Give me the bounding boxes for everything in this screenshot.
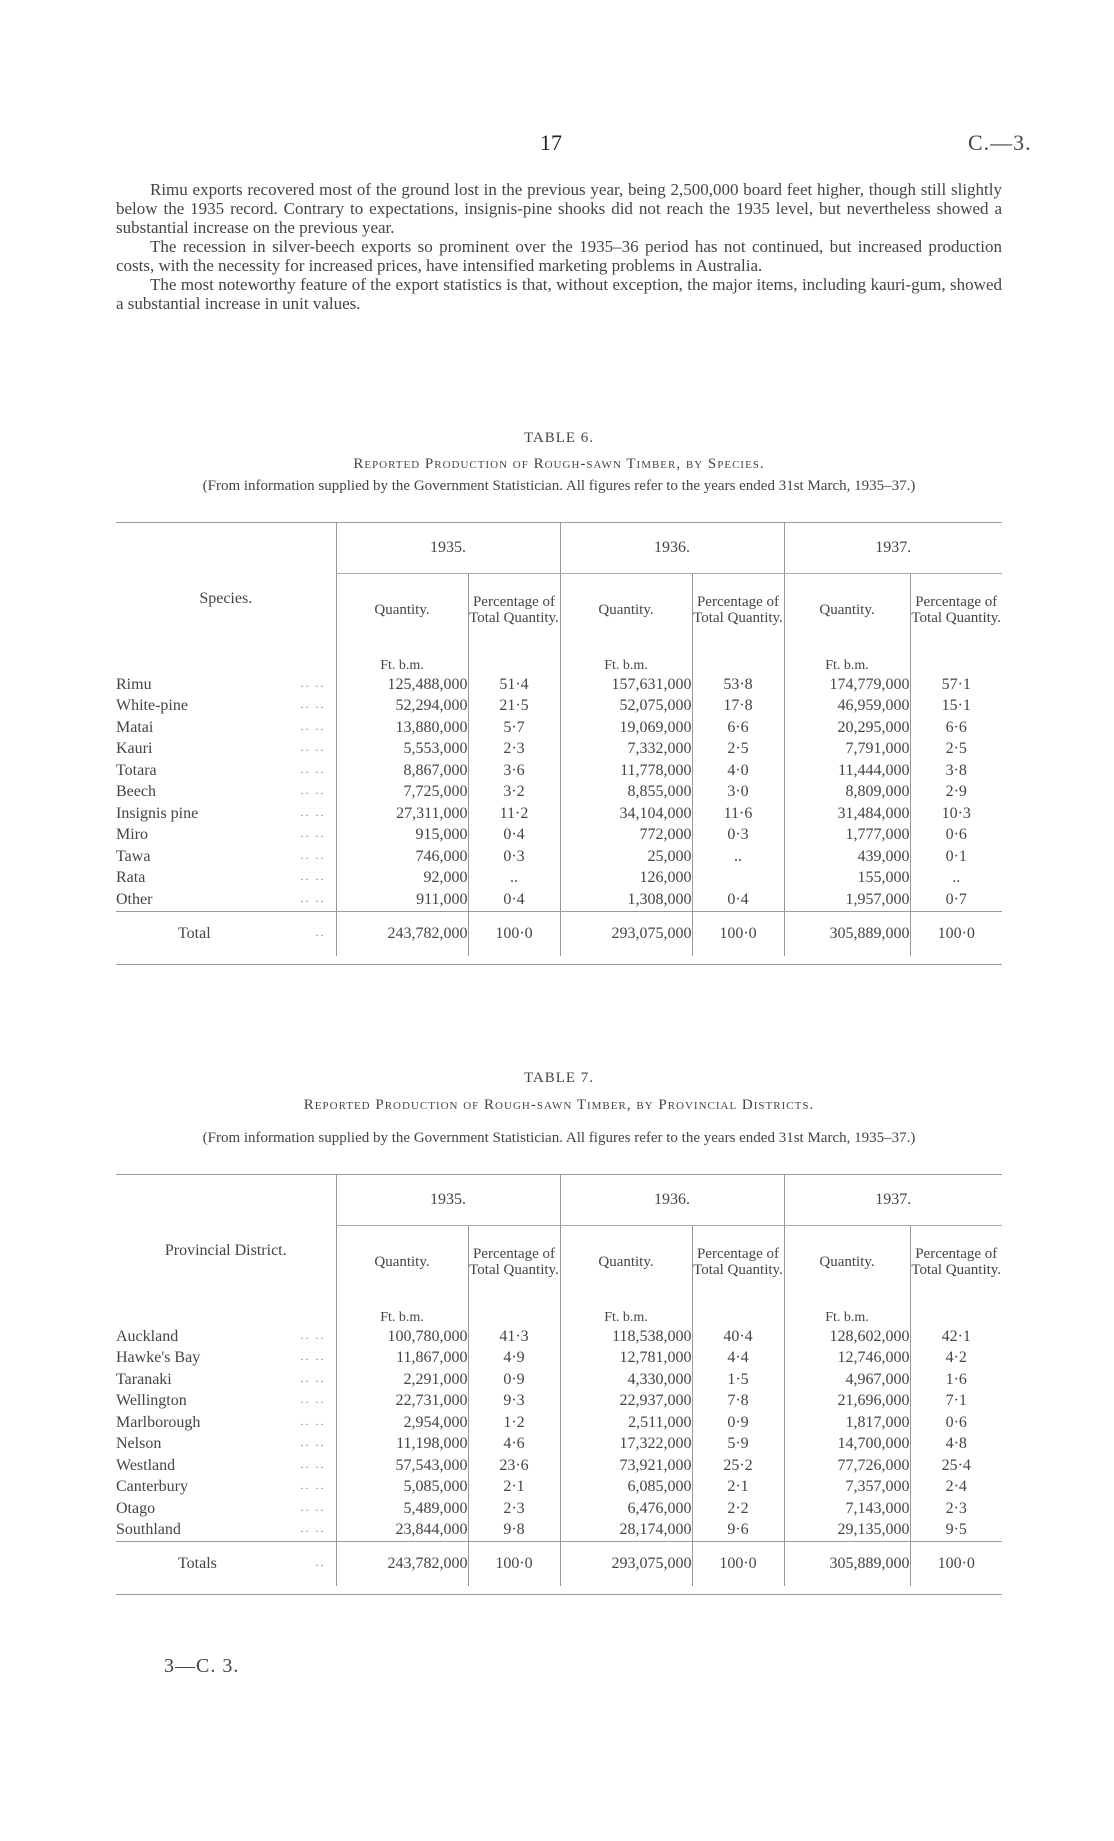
- quantity-cell: 19,069,000: [560, 717, 692, 739]
- quantity-cell: 2,511,000: [560, 1412, 692, 1434]
- quantity-cell: 915,000: [336, 825, 468, 847]
- quantity-cell: 5,553,000: [336, 739, 468, 761]
- row-label: Matai: [116, 718, 154, 736]
- table7-row: [116, 1391, 1002, 1413]
- percentage-cell: 100·0: [468, 911, 560, 956]
- percentage-cell: 4·6: [468, 1434, 560, 1456]
- row-label: Totara: [116, 761, 157, 779]
- table6-year-1937: 1937.: [784, 523, 1002, 574]
- percentage-cell: 6·6: [692, 717, 784, 739]
- table6-row: [116, 825, 1002, 847]
- table7-year-1937: 1937.: [784, 1175, 1002, 1226]
- percentage-cell: 4·8: [910, 1434, 1002, 1456]
- leader-dots: .. ..: [300, 740, 326, 755]
- table6-pct-header: Percentage of Total Quantity.: [468, 574, 560, 647]
- percentage-cell: 0·3: [692, 825, 784, 847]
- percentage-cell: 6·6: [910, 717, 1002, 739]
- table7-subtitle: Reported Production of Rough-sawn Timber, by Provincial Districts.: [303, 1097, 815, 1113]
- page-footer-signature: 3—C. 3.: [164, 1655, 240, 1677]
- leader-dots: .. ..: [300, 675, 326, 690]
- quantity-cell: 21,696,000: [784, 1391, 910, 1413]
- row-label: Miro: [116, 826, 148, 844]
- percentage-cell: 4·0: [692, 760, 784, 782]
- table7-year-1936: 1936.: [560, 1175, 784, 1226]
- percentage-cell: 0·6: [910, 1412, 1002, 1434]
- quantity-cell: 128,602,000: [784, 1326, 910, 1348]
- table6-row: [116, 674, 1002, 696]
- quantity-cell: 22,731,000: [336, 1391, 468, 1413]
- table7-total-row: [116, 1542, 1002, 1587]
- row-label: Other: [116, 890, 153, 908]
- quantity-cell: 1,957,000: [784, 889, 910, 911]
- intro-paragraph: The most noteworthy feature of the export statistics is that, without exception, the major items, including kauri-gum, showed a substantial increase in unit values.: [116, 275, 1002, 313]
- percentage-cell: 7·8: [692, 1391, 784, 1413]
- table6-row: [116, 782, 1002, 804]
- table7-unit: Ft. b.m.: [560, 1298, 692, 1326]
- quantity-cell: 11,778,000: [560, 760, 692, 782]
- table7-row: [116, 1348, 1002, 1370]
- quantity-cell: 7,143,000: [784, 1498, 910, 1520]
- quantity-cell: 305,889,000: [784, 1542, 910, 1587]
- percentage-cell: 9·5: [910, 1520, 1002, 1542]
- quantity-cell: 20,295,000: [784, 717, 910, 739]
- percentage-cell: 2·5: [910, 739, 1002, 761]
- percentage-cell: 23·6: [468, 1455, 560, 1477]
- quantity-cell: 772,000: [560, 825, 692, 847]
- quantity-cell: 155,000: [784, 868, 910, 890]
- percentage-cell: 1·6: [910, 1369, 1002, 1391]
- percentage-cell: 21·5: [468, 696, 560, 718]
- row-label: Tawa: [116, 847, 151, 865]
- row-label: Hawke's Bay: [116, 1349, 201, 1367]
- table7-row: [116, 1455, 1002, 1477]
- quantity-cell: 31,484,000: [784, 803, 910, 825]
- row-label: Marlborough: [116, 1413, 201, 1431]
- table6-qty-header: Quantity.: [336, 574, 468, 647]
- percentage-cell: 2·1: [692, 1477, 784, 1499]
- leader-dots: .. ..: [300, 1478, 326, 1493]
- percentage-cell: 2·9: [910, 782, 1002, 804]
- leader-dots: .. ..: [300, 847, 326, 862]
- row-label: Canterbury: [116, 1478, 188, 1496]
- table7-row: [116, 1369, 1002, 1391]
- quantity-cell: 23,844,000: [336, 1520, 468, 1542]
- quantity-cell: 4,967,000: [784, 1369, 910, 1391]
- row-label: Taranaki: [116, 1370, 172, 1388]
- quantity-cell: 126,000: [560, 868, 692, 890]
- percentage-cell: 25·2: [692, 1455, 784, 1477]
- leader-dots: .. ..: [300, 1499, 326, 1514]
- percentage-cell: 3·2: [468, 782, 560, 804]
- intro-text: [116, 180, 1002, 313]
- table7-row: [116, 1498, 1002, 1520]
- quantity-cell: 7,357,000: [784, 1477, 910, 1499]
- quantity-cell: 77,726,000: [784, 1455, 910, 1477]
- row-label: Westland: [116, 1456, 176, 1474]
- table7-row: [116, 1434, 1002, 1456]
- table6-pct-header: Percentage of Total Quantity.: [692, 574, 784, 647]
- table7-label-header: Provincial District.: [164, 1241, 287, 1259]
- table6-qty-header: Quantity.: [784, 574, 910, 647]
- quantity-cell: 1,777,000: [784, 825, 910, 847]
- quantity-cell: 8,809,000: [784, 782, 910, 804]
- table6-row: [116, 760, 1002, 782]
- quantity-cell: 118,538,000: [560, 1326, 692, 1348]
- quantity-cell: 27,311,000: [336, 803, 468, 825]
- percentage-cell: 51·4: [468, 674, 560, 696]
- quantity-cell: 57,543,000: [336, 1455, 468, 1477]
- percentage-cell: 25·4: [910, 1455, 1002, 1477]
- table7-note: (From information supplied by the Government Statistician. All figures refer to the years ended 31st March, 1935–37.): [202, 1130, 916, 1146]
- quantity-cell: 14,700,000: [784, 1434, 910, 1456]
- table6-row: [116, 889, 1002, 911]
- table7-row: [116, 1477, 1002, 1499]
- percentage-cell: ..: [692, 846, 784, 868]
- table6-label-header: Species.: [199, 589, 253, 607]
- percentage-cell: 100·0: [910, 1542, 1002, 1587]
- quantity-cell: 174,779,000: [784, 674, 910, 696]
- quantity-cell: 52,075,000: [560, 696, 692, 718]
- quantity-cell: 293,075,000: [560, 911, 692, 956]
- leader-dots: .. ..: [300, 761, 326, 776]
- percentage-cell: 3·8: [910, 760, 1002, 782]
- quantity-cell: 6,476,000: [560, 1498, 692, 1520]
- percentage-cell: 0·1: [910, 846, 1002, 868]
- percentage-cell: 0·9: [468, 1369, 560, 1391]
- percentage-cell: 11·6: [692, 803, 784, 825]
- percentage-cell: 5·9: [692, 1434, 784, 1456]
- quantity-cell: 1,817,000: [784, 1412, 910, 1434]
- quantity-cell: 46,959,000: [784, 696, 910, 718]
- leader-dots: .. ..: [300, 826, 326, 841]
- quantity-cell: 8,855,000: [560, 782, 692, 804]
- table7-title: TABLE 7.: [523, 1070, 595, 1086]
- percentage-cell: 4·9: [468, 1348, 560, 1370]
- row-label: Rimu: [116, 675, 152, 693]
- percentage-cell: 0·7: [910, 889, 1002, 911]
- percentage-cell: 15·1: [910, 696, 1002, 718]
- quantity-cell: 911,000: [336, 889, 468, 911]
- quantity-cell: 52,294,000: [336, 696, 468, 718]
- quantity-cell: 439,000: [784, 846, 910, 868]
- percentage-cell: 2·3: [468, 739, 560, 761]
- row-label: Kauri: [116, 740, 153, 758]
- quantity-cell: 13,880,000: [336, 717, 468, 739]
- leader-dots: .. ..: [300, 697, 326, 712]
- row-label: Insignis pine: [116, 804, 199, 822]
- percentage-cell: 2·1: [468, 1477, 560, 1499]
- table6-unit: Ft. b.m.: [560, 646, 692, 674]
- row-label: Totals: [178, 1555, 217, 1572]
- percentage-cell: 40·4: [692, 1326, 784, 1348]
- percentage-cell: 9·6: [692, 1520, 784, 1542]
- quantity-cell: 29,135,000: [784, 1520, 910, 1542]
- percentage-cell: 57·1: [910, 674, 1002, 696]
- quantity-cell: 25,000: [560, 846, 692, 868]
- percentage-cell: 9·3: [468, 1391, 560, 1413]
- leader-dots: .. ..: [300, 718, 326, 733]
- quantity-cell: 746,000: [336, 846, 468, 868]
- table7-pct-header: Percentage of Total Quantity.: [468, 1226, 560, 1299]
- row-label: White-pine: [116, 697, 188, 715]
- percentage-cell: 17·8: [692, 696, 784, 718]
- percentage-cell: 2·3: [468, 1498, 560, 1520]
- quantity-cell: 28,174,000: [560, 1520, 692, 1542]
- percentage-cell: 1·5: [692, 1369, 784, 1391]
- percentage-cell: 0·4: [468, 889, 560, 911]
- quantity-cell: 22,937,000: [560, 1391, 692, 1413]
- percentage-cell: 0·6: [910, 825, 1002, 847]
- percentage-cell: [692, 868, 784, 890]
- quantity-cell: 4,330,000: [560, 1369, 692, 1391]
- percentage-cell: 4·2: [910, 1348, 1002, 1370]
- table7-qty-header: Quantity.: [336, 1226, 468, 1299]
- quantity-cell: 7,332,000: [560, 739, 692, 761]
- quantity-cell: 243,782,000: [336, 1542, 468, 1587]
- percentage-cell: 7·1: [910, 1391, 1002, 1413]
- table7-year-1935: 1935.: [336, 1175, 560, 1226]
- percentage-cell: 42·1: [910, 1326, 1002, 1348]
- row-label: Auckland: [116, 1327, 179, 1345]
- leader-dots: .. ..: [300, 1413, 326, 1428]
- quantity-cell: 34,104,000: [560, 803, 692, 825]
- percentage-cell: 0·3: [468, 846, 560, 868]
- table6-subtitle: Reported Production of Rough-sawn Timber, by Species.: [353, 456, 765, 472]
- quantity-cell: 6,085,000: [560, 1477, 692, 1499]
- percentage-cell: 10·3: [910, 803, 1002, 825]
- table6-qty-header: Quantity.: [560, 574, 692, 647]
- table6-pct-header: Percentage of Total Quantity.: [910, 574, 1002, 647]
- quantity-cell: 12,746,000: [784, 1348, 910, 1370]
- table6-unit: Ft. b.m.: [784, 646, 910, 674]
- leader-dots: ..: [315, 1555, 326, 1569]
- quantity-cell: 5,489,000: [336, 1498, 468, 1520]
- percentage-cell: 2·3: [910, 1498, 1002, 1520]
- table6-row: [116, 696, 1002, 718]
- percentage-cell: 1·2: [468, 1412, 560, 1434]
- quantity-cell: 17,322,000: [560, 1434, 692, 1456]
- percentage-cell: 41·3: [468, 1326, 560, 1348]
- percentage-cell: 2·4: [910, 1477, 1002, 1499]
- table7-pct-header: Percentage of Total Quantity.: [910, 1226, 1002, 1299]
- leader-dots: .. ..: [300, 1456, 326, 1471]
- table7-unit: Ft. b.m.: [336, 1298, 468, 1326]
- quantity-cell: 157,631,000: [560, 674, 692, 696]
- table6-title: TABLE 6.: [523, 430, 595, 446]
- leader-dots: .. ..: [300, 1435, 326, 1450]
- quantity-cell: 7,725,000: [336, 782, 468, 804]
- percentage-cell: 53·8: [692, 674, 784, 696]
- table7: [116, 1174, 1002, 1595]
- intro-paragraph: The recession in silver-beech exports so prominent over the 1935–36 period has not continued, but increased production costs, with the necessity for increased prices, have intensified marketing problems in Australia.: [116, 237, 1002, 275]
- table7-row: [116, 1412, 1002, 1434]
- quantity-cell: 243,782,000: [336, 911, 468, 956]
- table6-unit: Ft. b.m.: [336, 646, 468, 674]
- percentage-cell: 100·0: [692, 911, 784, 956]
- percentage-cell: 100·0: [468, 1542, 560, 1587]
- leader-dots: .. ..: [300, 1521, 326, 1536]
- row-label: Nelson: [116, 1435, 162, 1453]
- leader-dots: .. ..: [300, 890, 326, 905]
- leader-dots: .. ..: [300, 869, 326, 884]
- quantity-cell: 11,444,000: [784, 760, 910, 782]
- percentage-cell: 2·2: [692, 1498, 784, 1520]
- quantity-cell: 5,085,000: [336, 1477, 468, 1499]
- leader-dots: .. ..: [300, 804, 326, 819]
- table7-qty-header: Quantity.: [784, 1226, 910, 1299]
- row-label: Southland: [116, 1521, 181, 1539]
- percentage-cell: 5·7: [468, 717, 560, 739]
- quantity-cell: 92,000: [336, 868, 468, 890]
- percentage-cell: 3·0: [692, 782, 784, 804]
- table6-note: (From information supplied by the Government Statistician. All figures refer to the years ended 31st March, 1935–37.): [202, 478, 916, 494]
- percentage-cell: 100·0: [910, 911, 1002, 956]
- quantity-cell: 293,075,000: [560, 1542, 692, 1587]
- table6-year-1935: 1935.: [336, 523, 560, 574]
- quantity-cell: 8,867,000: [336, 760, 468, 782]
- table7-row: [116, 1520, 1002, 1542]
- row-label: Rata: [116, 869, 146, 887]
- quantity-cell: 11,198,000: [336, 1434, 468, 1456]
- table6: [116, 522, 1002, 965]
- table7-unit: Ft. b.m.: [784, 1298, 910, 1326]
- percentage-cell: 4·4: [692, 1348, 784, 1370]
- table6-row: [116, 846, 1002, 868]
- table7-row: [116, 1326, 1002, 1348]
- percentage-cell: ..: [468, 868, 560, 890]
- percentage-cell: 0·4: [468, 825, 560, 847]
- table6-row: [116, 717, 1002, 739]
- quantity-cell: 1,308,000: [560, 889, 692, 911]
- quantity-cell: 2,954,000: [336, 1412, 468, 1434]
- percentage-cell: 0·9: [692, 1412, 784, 1434]
- row-label: Total: [178, 924, 211, 942]
- quantity-cell: 7,791,000: [784, 739, 910, 761]
- percentage-cell: 3·6: [468, 760, 560, 782]
- table6-row: [116, 868, 1002, 890]
- percentage-cell: ..: [910, 868, 1002, 890]
- quantity-cell: 11,867,000: [336, 1348, 468, 1370]
- percentage-cell: 0·4: [692, 889, 784, 911]
- percentage-cell: 11·2: [468, 803, 560, 825]
- row-label: Otago: [116, 1499, 156, 1517]
- percentage-cell: 100·0: [692, 1542, 784, 1587]
- quantity-cell: 125,488,000: [336, 674, 468, 696]
- table6-total-row: [116, 911, 1002, 956]
- leader-dots: ..: [315, 924, 326, 939]
- quantity-cell: 2,291,000: [336, 1369, 468, 1391]
- quantity-cell: 100,780,000: [336, 1326, 468, 1348]
- table6-row: [116, 803, 1002, 825]
- leader-dots: .. ..: [300, 1327, 326, 1342]
- intro-paragraph: Rimu exports recovered most of the ground lost in the previous year, being 2,500,000 board feet higher, though still slightly below the 1935 record. Contrary to expectations, insignis-pine shooks did not reach the 1935 level, but nevertheless showed a substantial increase on the previous year.: [116, 180, 1002, 237]
- quantity-cell: 12,781,000: [560, 1348, 692, 1370]
- row-label: Beech: [116, 783, 156, 801]
- row-label: Wellington: [116, 1392, 187, 1410]
- leader-dots: .. ..: [300, 1349, 326, 1364]
- percentage-cell: 2·5: [692, 739, 784, 761]
- table6-row: [116, 739, 1002, 761]
- leader-dots: .. ..: [300, 783, 326, 798]
- quantity-cell: 305,889,000: [784, 911, 910, 956]
- page-number: 17: [540, 130, 562, 155]
- document-reference: C.—3.: [968, 130, 1032, 155]
- table6-year-1936: 1936.: [560, 523, 784, 574]
- table7-qty-header: Quantity.: [560, 1226, 692, 1299]
- leader-dots: .. ..: [300, 1392, 326, 1407]
- quantity-cell: 73,921,000: [560, 1455, 692, 1477]
- percentage-cell: 9·8: [468, 1520, 560, 1542]
- table7-pct-header: Percentage of Total Quantity.: [692, 1226, 784, 1299]
- leader-dots: .. ..: [300, 1370, 326, 1385]
